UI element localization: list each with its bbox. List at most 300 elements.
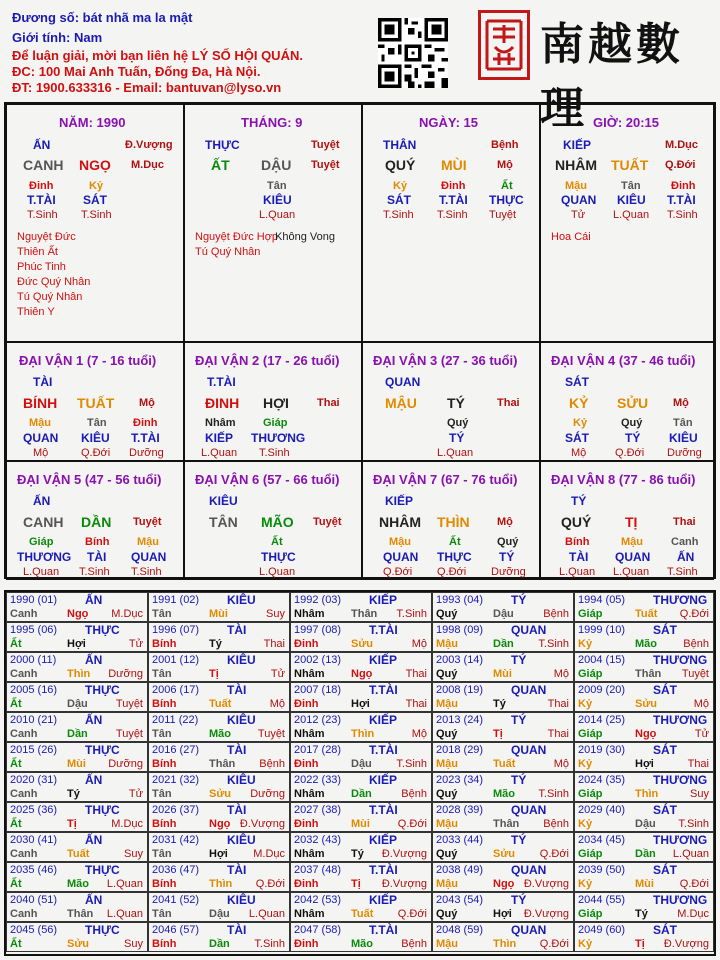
year-cell (148, 682, 290, 712)
hidden-stem: Tân (267, 180, 287, 192)
year-branch: Tuất (67, 848, 90, 860)
year-branch: Thân (209, 758, 236, 770)
shensha-item: Không Vong (275, 231, 335, 243)
year-star: Mộ (269, 698, 285, 710)
year-label: 2009 (20) (578, 684, 626, 696)
year-label: 2044 (55) (578, 894, 626, 906)
hidden-star: T.Sinh (81, 209, 112, 221)
year-star: Mộ (411, 728, 427, 740)
year-stem: Giáp (578, 848, 603, 860)
year-stem: Canh (10, 608, 38, 620)
year-branch: Sửu (493, 848, 516, 860)
year-star: Dưỡng (250, 788, 285, 800)
chart-grid (4, 102, 716, 579)
year-stem: Đinh (294, 878, 319, 890)
year-star: Suy (266, 608, 285, 620)
year-god: ẤN (85, 653, 103, 667)
hidden-god: TÀI (87, 550, 107, 564)
year-cell (148, 832, 290, 862)
year-god: THỰC (85, 863, 120, 877)
year-branch: Hợi (493, 908, 512, 920)
hidden-god: T.TÀI (667, 193, 696, 207)
year-stem: Mậu (436, 878, 458, 890)
year-god: KIẾP (369, 713, 398, 727)
year-cell (574, 742, 714, 772)
year-star: Tử (694, 728, 709, 740)
year-cell (574, 592, 714, 622)
dai-van-god: KIÊU (209, 494, 238, 508)
dai-van-god: KIẾP (385, 494, 414, 508)
year-star: L.Quan (106, 908, 143, 920)
year-branch: Mão (209, 728, 231, 740)
year-god: KIẾP (369, 593, 398, 607)
year-branch: Thìn (67, 668, 91, 680)
year-branch: Ngọ (635, 728, 657, 740)
hidden-star: Mộ (571, 447, 587, 459)
year-label: 2046 (57) (152, 924, 200, 936)
year-cell (574, 772, 714, 802)
hidden-stem: Kỷ (89, 180, 104, 192)
year-star: Đ.Vượng (239, 818, 285, 830)
dai-van-branch: SỬU (617, 395, 649, 411)
dai-van-title: ĐẠI VẬN 7 (67 - 76 tuổi) (373, 472, 518, 487)
year-cell (432, 802, 574, 832)
year-star: Mộ (553, 758, 569, 770)
shensha-item: Đức Quý Nhân (17, 276, 91, 288)
year-label: 2030 (41) (10, 834, 58, 846)
year-star: Thai (405, 698, 427, 710)
pillar-title: THÁNG: 9 (241, 115, 303, 130)
year-star: T.Sinh (396, 608, 427, 620)
year-cell (6, 772, 148, 802)
hidden-god: QUAN (615, 550, 651, 564)
dai-van-branch: TỊ (625, 514, 638, 530)
pillar-branch-star: M.Dục (131, 159, 164, 171)
hidden-stem: Nhâm (205, 417, 236, 429)
hidden-god: QUAN (23, 431, 59, 445)
year-star: Thai (547, 728, 569, 740)
year-branch: Mùi (67, 758, 86, 770)
dai-van-star: Mộ (497, 516, 513, 528)
hidden-stem: Giáp (263, 417, 288, 429)
year-label: 2002 (13) (294, 654, 342, 666)
pillar-branch: DẬU (261, 157, 292, 173)
shensha-item: Hoa Cái (551, 231, 591, 243)
year-branch: Sửu (209, 788, 232, 800)
year-stem: Bính (152, 938, 177, 950)
year-star: Đ.Vượng (663, 938, 709, 950)
year-branch: Dậu (493, 608, 514, 620)
year-branch: Dậu (67, 698, 88, 710)
year-god: TÀI (227, 743, 247, 757)
year-stem: Ất (10, 938, 22, 950)
pillar-god: ẤN (33, 138, 51, 152)
year-cell (290, 892, 432, 922)
year-stem: Kỷ (578, 938, 593, 950)
year-cell (574, 682, 714, 712)
year-stem: Tân (152, 908, 172, 920)
year-branch: Thìn (493, 938, 517, 950)
year-stem: Bính (152, 818, 177, 830)
year-branch: Mùi (351, 818, 370, 830)
year-stem: Đinh (294, 638, 319, 650)
year-god: TÀI (227, 623, 247, 637)
year-god: KIÊU (227, 713, 256, 727)
year-god: THỰC (85, 743, 120, 757)
gender-line: Giới tính: Nam (12, 30, 103, 45)
year-stem: Mậu (436, 638, 458, 650)
hidden-star: L.Quan (613, 566, 650, 578)
year-god: THỰC (85, 623, 120, 637)
dai-van-star: Thai (673, 516, 696, 528)
pillar-month (184, 104, 362, 342)
year-stem: Nhâm (294, 788, 325, 800)
year-god: SÁT (653, 863, 677, 877)
year-label: 2034 (45) (578, 834, 626, 846)
year-stem: Nhâm (294, 668, 325, 680)
year-cell (148, 802, 290, 832)
year-cell (574, 622, 714, 652)
pillar-branch: NGỌ (79, 157, 111, 173)
year-stem: Giáp (578, 728, 603, 740)
year-label: 2025 (36) (10, 804, 58, 816)
year-star: Thai (405, 668, 427, 680)
year-cell (432, 772, 574, 802)
year-star: Đ.Vượng (381, 848, 427, 860)
year-god: ẤN (85, 833, 103, 847)
year-star: M.Dục (111, 608, 143, 620)
hidden-god: QUAN (561, 193, 597, 207)
hidden-god: TÝ (499, 550, 515, 564)
year-branch: Thìn (351, 728, 375, 740)
hidden-star: Dưỡng (129, 447, 164, 459)
year-branch: Thìn (209, 878, 233, 890)
hidden-star: L.Quan (437, 447, 474, 459)
year-label: 1991 (02) (152, 594, 200, 606)
hidden-god: TÝ (449, 431, 465, 445)
dai-van-5 (6, 461, 184, 580)
pillar-branch-star: Q.Đới (665, 159, 696, 171)
dai-van-1 (6, 342, 184, 461)
year-god: TÀI (227, 923, 247, 937)
hidden-stem: Tân (87, 417, 107, 429)
year-label: 2001 (12) (152, 654, 200, 666)
dai-van-stem: NHÂM (379, 514, 421, 530)
year-stem: Ất (10, 758, 22, 770)
year-cell (148, 622, 290, 652)
year-cell (432, 652, 574, 682)
year-label: 2039 (50) (578, 864, 626, 876)
year-stem: Nhâm (294, 848, 325, 860)
year-branch: Mùi (209, 608, 228, 620)
year-label: 2004 (15) (578, 654, 626, 666)
year-cell (148, 712, 290, 742)
year-label: 2031 (42) (152, 834, 200, 846)
pillar-day (362, 104, 540, 342)
year-star: Q.Đới (255, 878, 285, 890)
hidden-star: T.Sinh (667, 566, 698, 578)
dai-van-branch: HỢI (263, 395, 289, 411)
year-branch: Tý (493, 698, 506, 710)
year-label: 2000 (11) (10, 654, 57, 666)
year-branch: Dậu (351, 758, 372, 770)
year-stem: Ất (10, 698, 22, 710)
year-cell (290, 652, 432, 682)
year-label: 2040 (51) (10, 894, 58, 906)
year-god: KIẾP (369, 773, 398, 787)
year-branch: Mão (351, 938, 373, 950)
year-label: 1992 (03) (294, 594, 342, 606)
year-stem: Kỷ (578, 818, 593, 830)
year-star: Q.Đới (679, 608, 709, 620)
year-god: ẤN (85, 713, 103, 727)
year-branch: Hợi (209, 848, 228, 860)
hidden-god: SÁT (387, 193, 411, 207)
dai-van-title: ĐẠI VẬN 6 (57 - 66 tuổi) (195, 472, 340, 487)
year-star: Q.Đới (539, 938, 569, 950)
dai-van-stem: MẬU (385, 395, 417, 411)
contact-line: Để luận giải, mời bạn liên hệ LÝ SỐ HỘI QUÁN. (12, 48, 303, 63)
hidden-stem: Mậu (29, 417, 51, 429)
dai-van-branch: THÌN (437, 514, 470, 530)
phone-email-line: ĐT: 1900.633316 - Email: bantuvan@lyso.vn (12, 80, 282, 95)
year-star: Đ.Vượng (523, 878, 569, 890)
address-line: ĐC: 100 Mai Anh Tuấn, Đống Đa, Hà Nội. (12, 64, 261, 79)
pillar-star: M.Dục (665, 139, 698, 151)
hidden-star: T.Sinh (131, 566, 162, 578)
year-star: Tử (128, 788, 143, 800)
year-branch: Tuất (351, 908, 374, 920)
year-label: 2043 (54) (436, 894, 484, 906)
year-branch: Tý (209, 638, 222, 650)
hidden-stem: Bính (565, 536, 590, 548)
hidden-star: Tuyệt (489, 209, 517, 221)
year-god: KIẾP (369, 653, 398, 667)
year-label: 2018 (29) (436, 744, 484, 756)
year-stem: Tân (152, 788, 172, 800)
dai-van-stem: QUÝ (561, 514, 592, 530)
year-star: Bệnh (259, 758, 285, 770)
year-god: TÀI (227, 863, 247, 877)
year-stem: Canh (10, 668, 38, 680)
year-stem: Tân (152, 728, 172, 740)
year-branch: Hợi (67, 638, 86, 650)
year-god: SÁT (653, 923, 677, 937)
year-stem: Kỷ (578, 758, 593, 770)
year-star: T.Sinh (538, 788, 569, 800)
year-label: 2029 (40) (578, 804, 626, 816)
year-stem: Giáp (578, 608, 603, 620)
hidden-god: KIÊU (669, 431, 698, 445)
dai-van-6 (184, 461, 362, 580)
dai-van-stem: KỶ (569, 395, 589, 411)
year-god: QUAN (511, 683, 547, 697)
year-label: 2019 (30) (578, 744, 626, 756)
dai-van-title: ĐẠI VẬN 8 (77 - 86 tuổi) (551, 472, 696, 487)
year-branch: Thân (635, 668, 662, 680)
year-label: 1994 (05) (578, 594, 626, 606)
owner-line: Đương số: bát nhã ma la mật (12, 10, 193, 25)
year-stem: Mậu (436, 758, 458, 770)
year-branch: Thân (351, 608, 378, 620)
year-branch: Dần (67, 728, 88, 740)
hidden-stem: Canh (671, 536, 699, 548)
year-label: 2023 (34) (436, 774, 484, 786)
year-label: 2042 (53) (294, 894, 342, 906)
hidden-star: T.Sinh (79, 566, 110, 578)
year-label: 2026 (37) (152, 804, 200, 816)
year-cell (290, 622, 432, 652)
year-label: 2005 (16) (10, 684, 58, 696)
year-star: Bệnh (543, 608, 569, 620)
year-cell (574, 802, 714, 832)
hidden-star: L.Quan (201, 447, 238, 459)
dai-van-star: Tuyệt (313, 516, 342, 528)
year-god: KIẾP (369, 893, 398, 907)
pillar-star: Đ.Vượng (125, 139, 173, 151)
year-star: Tuyệt (115, 728, 143, 740)
year-star: T.Sinh (396, 758, 427, 770)
hidden-stem: Kỷ (573, 417, 588, 429)
year-god: THỰC (85, 683, 120, 697)
year-cell (148, 892, 290, 922)
year-label: 1997 (08) (294, 624, 342, 636)
pillar-branch-star: Mộ (497, 159, 513, 171)
dai-van-star: Thai (317, 397, 340, 409)
year-cell (432, 622, 574, 652)
hidden-stem: Mậu (389, 536, 411, 548)
year-star: Bệnh (543, 818, 569, 830)
year-label: 1995 (06) (10, 624, 58, 636)
year-star: Q.Đới (397, 908, 427, 920)
year-label: 2011 (22) (152, 714, 199, 726)
year-star: Mộ (553, 668, 569, 680)
dai-van-stem: BÍNH (23, 395, 58, 411)
year-star: Dưỡng (108, 758, 143, 770)
hidden-god: T.TÀI (27, 193, 56, 207)
year-cell (574, 862, 714, 892)
year-star: Q.Đới (539, 848, 569, 860)
year-star: Mộ (411, 638, 427, 650)
dai-van-branch: TUẤT (77, 395, 115, 411)
dai-van-title: ĐẠI VẬN 5 (47 - 56 tuổi) (17, 472, 162, 487)
dai-van-7 (362, 461, 540, 580)
pillar-stem: QUÝ (385, 157, 416, 173)
year-label: 2041 (52) (152, 894, 200, 906)
year-god: TÀI (227, 803, 247, 817)
hidden-god: KIÊU (81, 431, 110, 445)
year-label: 2036 (47) (152, 864, 200, 876)
year-branch: Ngọ (209, 818, 231, 830)
year-label: 2012 (23) (294, 714, 342, 726)
year-branch: Mão (493, 788, 515, 800)
hidden-god: T.TÀI (131, 431, 160, 445)
year-star: L.Quan (106, 878, 143, 890)
hidden-god: KIÊU (617, 193, 646, 207)
year-label: 2037 (48) (294, 864, 342, 876)
year-god: T.TÀI (369, 743, 398, 757)
red-seal-stamp (478, 10, 530, 80)
year-cell (290, 772, 432, 802)
year-cell (290, 592, 432, 622)
pillar-stem: NHÂM (555, 157, 597, 173)
year-branch: Ngọ (493, 878, 515, 890)
year-cell (6, 712, 148, 742)
hidden-stem: Đinh (29, 180, 54, 192)
year-branch: Tý (351, 848, 364, 860)
shensha-item: Thiên Ất (17, 246, 58, 258)
year-god: SÁT (653, 623, 677, 637)
year-cell (148, 922, 290, 952)
year-star: Mộ (693, 698, 709, 710)
year-stem: Ất (10, 878, 22, 890)
year-label: 2047 (58) (294, 924, 342, 936)
year-god: THỰC (85, 923, 120, 937)
hidden-star: L.Quan (259, 209, 296, 221)
hidden-stem: Đinh (441, 180, 466, 192)
year-stem: Ất (10, 638, 22, 650)
year-star: Thai (547, 698, 569, 710)
year-star: Suy (124, 938, 143, 950)
shensha-item: Thiên Y (17, 306, 55, 318)
hidden-god: THỰC (437, 550, 472, 564)
dai-van-god: QUAN (385, 375, 421, 389)
year-branch: Mùi (635, 878, 654, 890)
dai-van-star: Thai (497, 397, 520, 409)
dai-van-branch: MÃO (261, 514, 294, 530)
year-cell (148, 652, 290, 682)
year-god: QUAN (511, 923, 547, 937)
year-branch: Tị (209, 668, 219, 680)
year-branch: Tị (67, 818, 77, 830)
year-branch: Dần (209, 938, 230, 950)
year-branch: Mùi (493, 668, 512, 680)
year-label: 2032 (43) (294, 834, 342, 846)
hidden-god: QUAN (383, 550, 419, 564)
year-label: 2013 (24) (436, 714, 484, 726)
year-cell (432, 832, 574, 862)
hidden-god: THƯƠNG (17, 550, 72, 564)
year-cell (574, 892, 714, 922)
year-cell (6, 622, 148, 652)
year-stem: Tân (152, 608, 172, 620)
year-cell (148, 592, 290, 622)
year-cell (6, 892, 148, 922)
year-label: 2010 (21) (10, 714, 58, 726)
year-god: TÝ (511, 713, 527, 727)
year-branch: Thân (67, 908, 94, 920)
year-star: Suy (690, 788, 709, 800)
hidden-god: TÀI (569, 550, 589, 564)
dai-van-branch: TÝ (447, 395, 465, 411)
year-stem: Đinh (294, 758, 319, 770)
hidden-star: Dưỡng (667, 447, 702, 459)
hidden-stem: Mậu (137, 536, 159, 548)
year-stem: Quý (436, 728, 458, 740)
year-branch: Dậu (209, 908, 230, 920)
year-god: THỰC (85, 803, 120, 817)
year-god: THƯƠNG (653, 773, 708, 787)
year-branch: Tý (635, 908, 648, 920)
hidden-star: Dưỡng (491, 566, 526, 578)
hidden-star: Q.Đới (81, 447, 111, 459)
year-god: KIẾP (369, 833, 398, 847)
year-label: 2035 (46) (10, 864, 58, 876)
year-label: 2014 (25) (578, 714, 626, 726)
dai-van-2 (184, 342, 362, 461)
year-label: 1999 (10) (578, 624, 626, 636)
pillar-title: NĂM: 1990 (59, 115, 126, 130)
